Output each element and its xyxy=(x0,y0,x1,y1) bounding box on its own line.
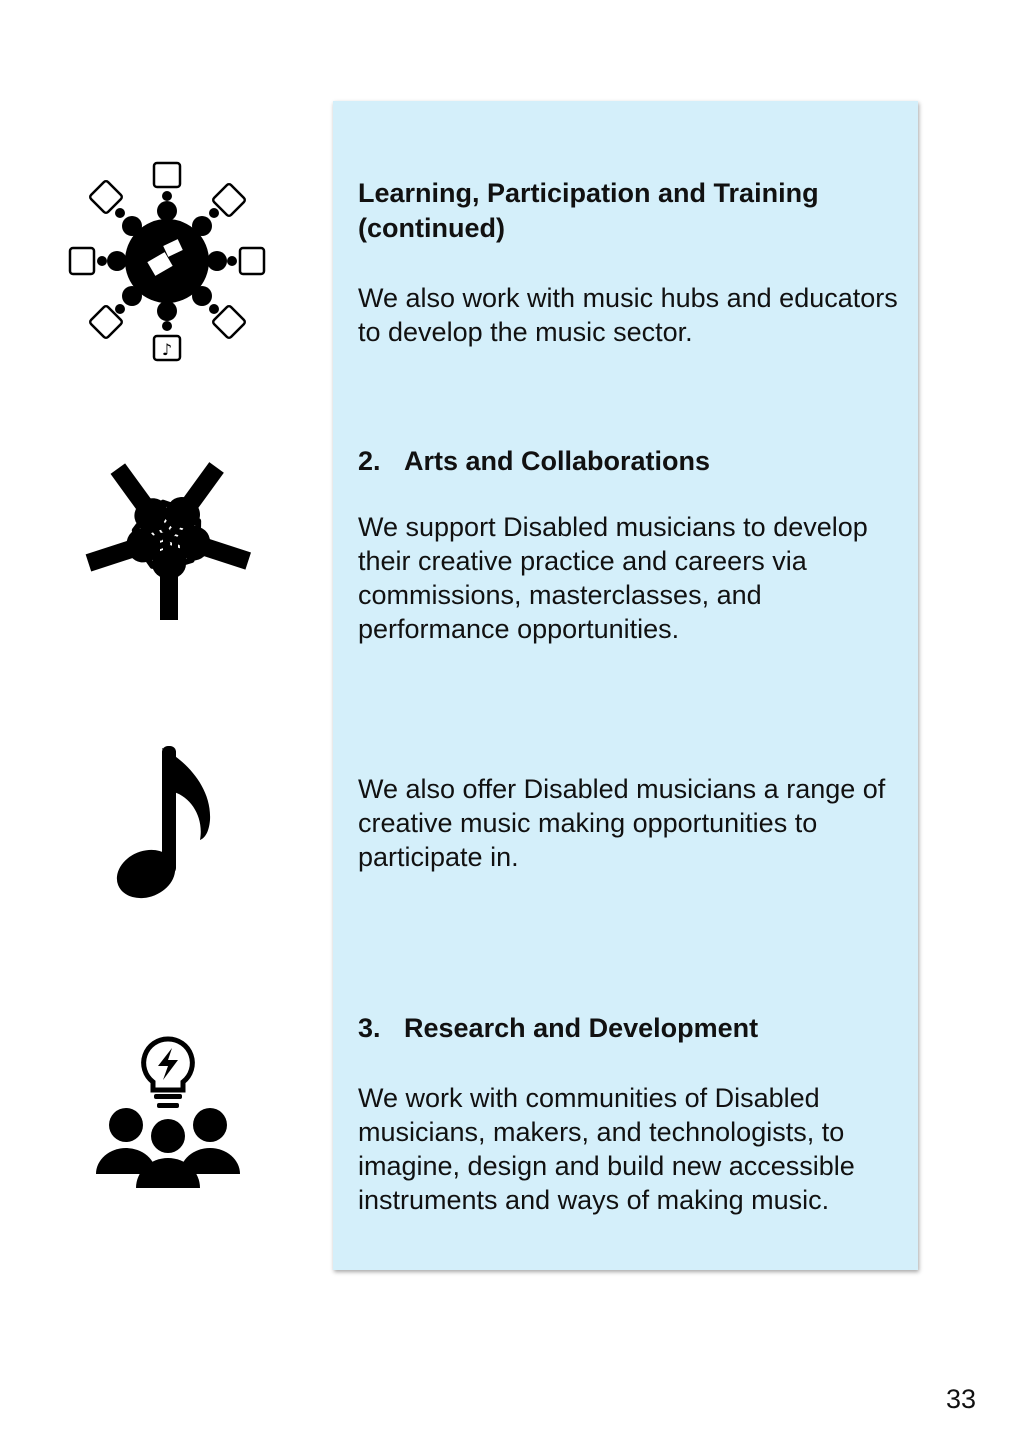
section-heading-text: Research and Development xyxy=(404,1013,759,1043)
section-heading-learning: Learning, Participation and Training (continued) xyxy=(358,178,819,243)
section-body-research: We work with communities of Disabled musicians, makers, and technologists, to imagine, design and build new accessible instruments and ways of making music. xyxy=(358,1083,855,1215)
idea-team-icon xyxy=(92,1034,244,1189)
section-heading-arts xyxy=(358,444,903,479)
section-body-opportunities: We also offer Disabled musicians a range of creative music making opportunities to participate in. xyxy=(358,774,886,872)
hands-together-icon xyxy=(72,440,264,622)
music-network-icon xyxy=(62,158,272,363)
music-note-icon xyxy=(112,740,216,902)
section-number: 3. xyxy=(358,1013,381,1043)
section-heading-text: Arts and Collaborations xyxy=(404,446,711,476)
section-body-arts: We support Disabled musicians to develop their creative practice and careers via commissions, masterclasses, and performance opportunities. xyxy=(358,512,868,644)
section-body-learning: We also work with music hubs and educators to develop the music sector. xyxy=(358,283,898,347)
section-number: 2. xyxy=(358,446,381,476)
section-heading-research xyxy=(358,1011,903,1046)
page-number: 33 xyxy=(946,1384,977,1414)
svg-text:♪: ♪ xyxy=(161,340,173,359)
